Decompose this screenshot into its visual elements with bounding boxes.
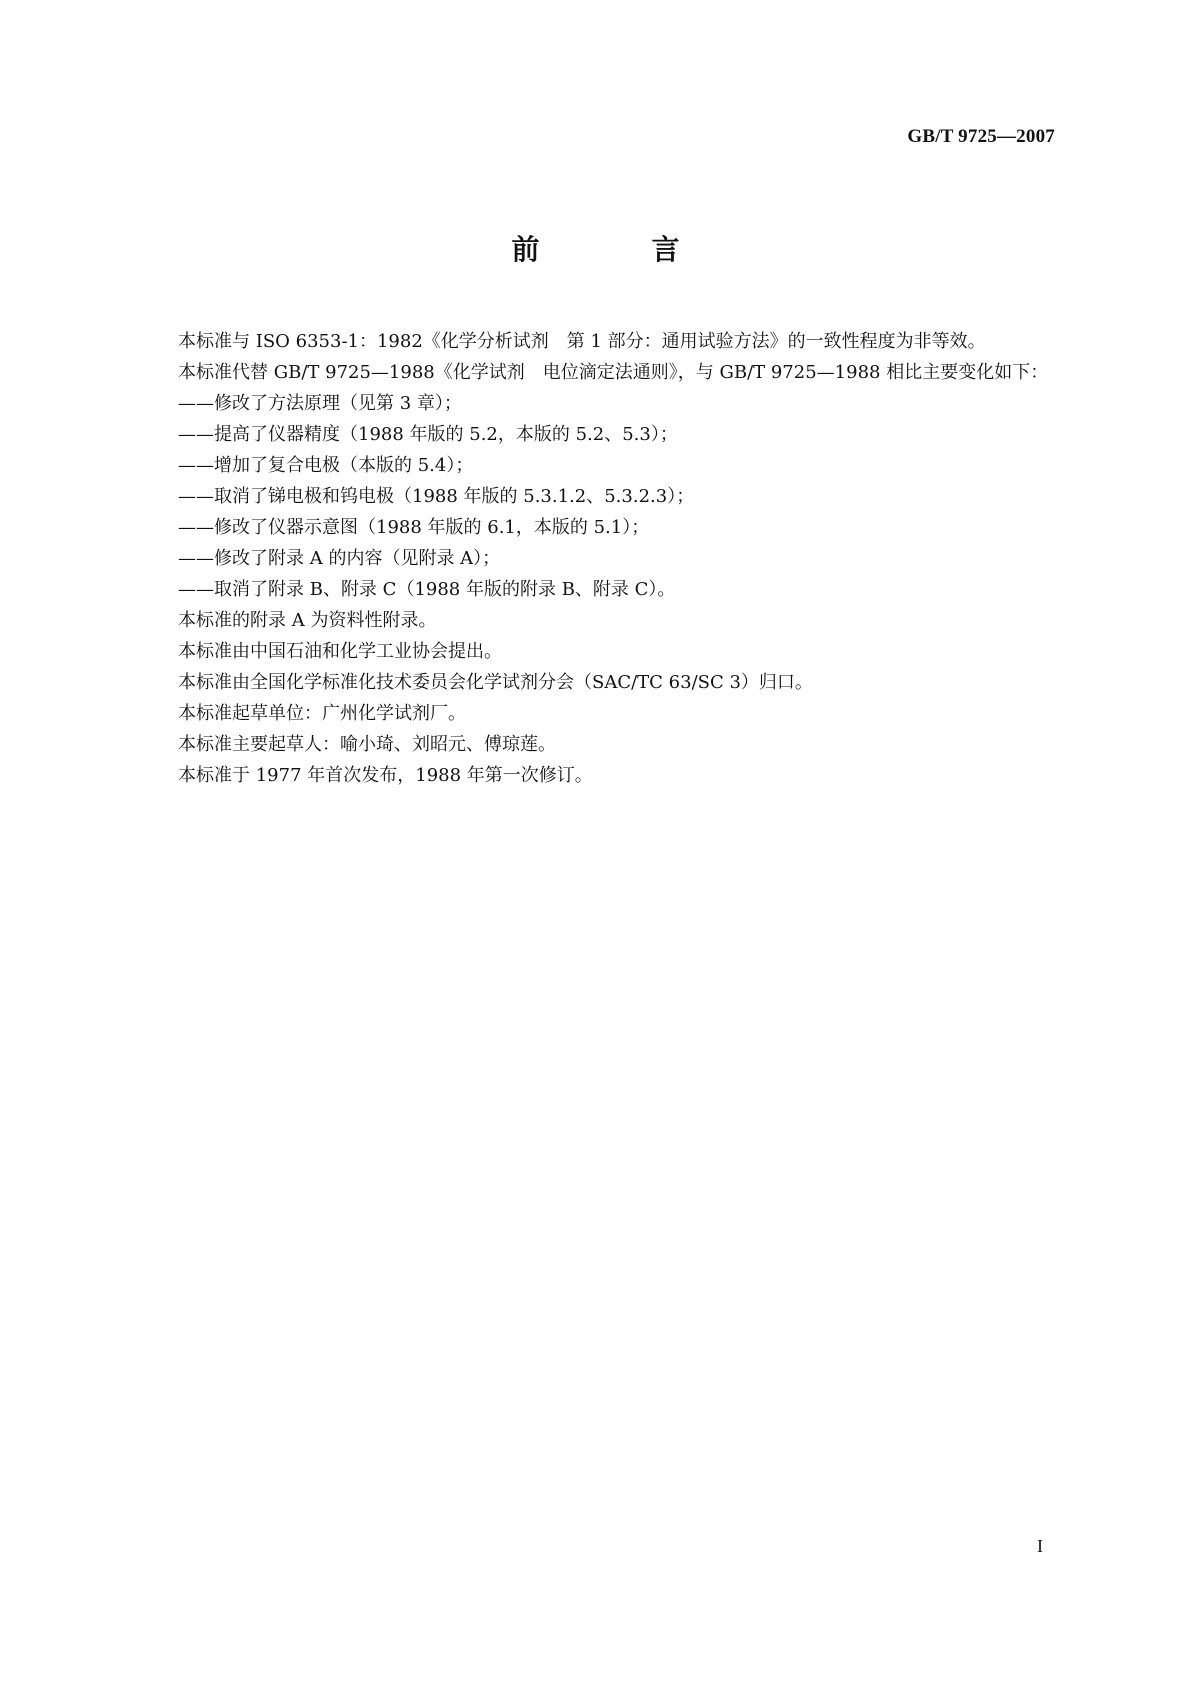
standard-code: GB/T 9725—2007 [907, 126, 1055, 147]
closing-paragraph: 本标准的附录 A 为资料性附录。 [178, 610, 437, 631]
change-item: ——修改了附录 A 的内容（见附录 A）； [178, 548, 501, 569]
change-item: ——取消了附录 B、附录 C（1988 年版的附录 B、附录 C）。 [178, 579, 676, 600]
page-number: I [1037, 1536, 1043, 1556]
change-item: ——修改了方法原理（见第 3 章）； [178, 393, 462, 414]
change-item: ——修改了仪器示意图（1988 年版的 6.1，本版的 5.1）； [178, 517, 650, 538]
change-item: ——取消了锑电极和钨电极（1988 年版的 5.3.1.2、5.3.2.3）； [178, 486, 695, 507]
closing-paragraph: 本标准主要起草人：喻小琦、刘昭元、傅琼莲。 [178, 734, 556, 755]
intro-paragraph: 本标准代替 GB/T 9725—1988《化学试剂 电位滴定法通则》，与 GB/T 9725—1988 相比主要变化如下： [178, 362, 1049, 383]
page-title: 前 言 [511, 233, 722, 266]
closing-paragraph: 本标准于 1977 年首次发布，1988 年第一次修订。 [178, 765, 593, 786]
change-item: ——提高了仪器精度（1988 年版的 5.2，本版的 5.2、5.3）； [178, 424, 678, 445]
closing-paragraph: 本标准由中国石油和化学工业协会提出。 [178, 641, 502, 662]
closing-paragraph: 本标准由全国化学标准化技术委员会化学试剂分会（SAC/TC 63/SC 3）归口。 [178, 672, 813, 693]
intro-paragraph: 本标准与 ISO 6353-1：1982《化学分析试剂 第 1 部分：通用试验方法》的一致性程度为非等效。 [178, 331, 986, 352]
foreword-body [130, 326, 1065, 791]
change-item: ——增加了复合电极（本版的 5.4）； [178, 455, 474, 476]
closing-paragraph: 本标准起草单位：广州化学试剂厂。 [178, 703, 466, 724]
